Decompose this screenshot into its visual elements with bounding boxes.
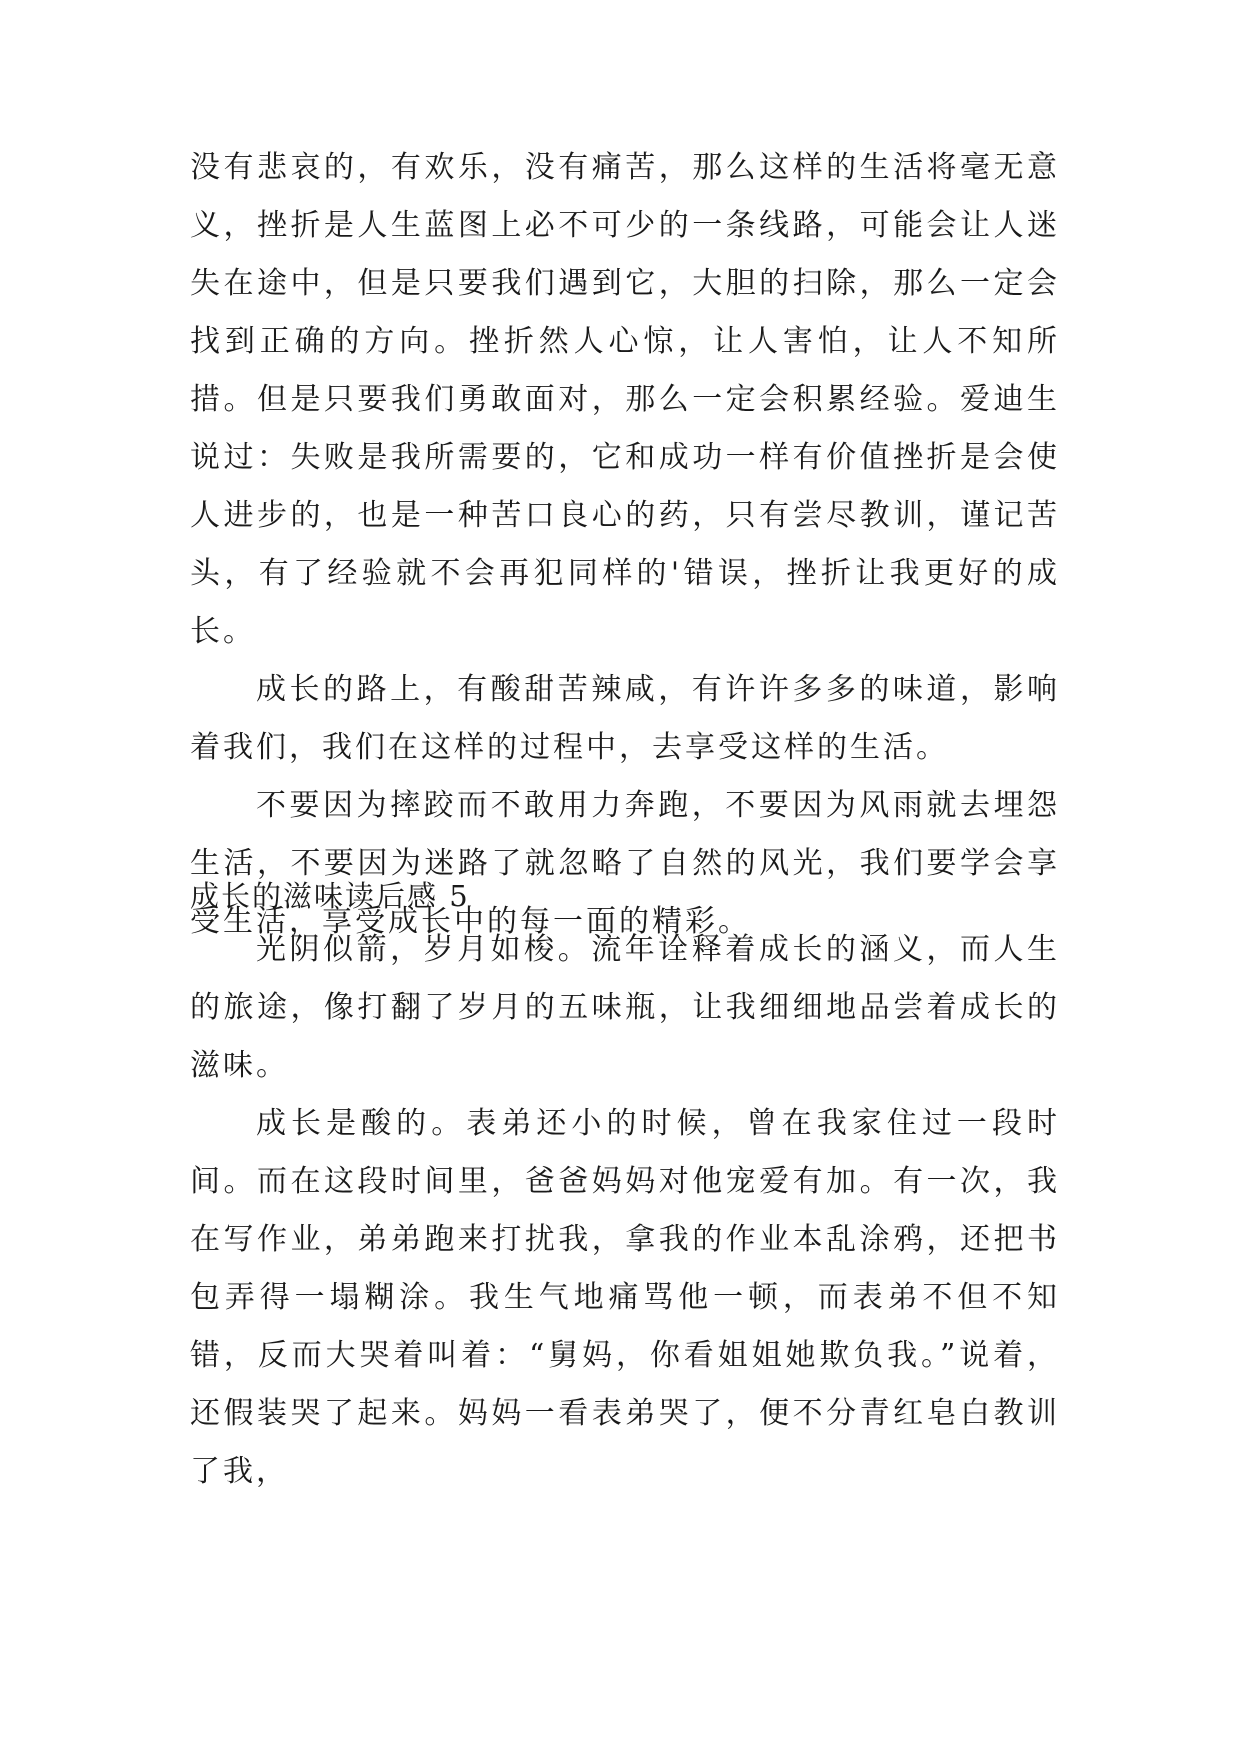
paragraph-sour: 成长是酸的。表弟还小的时候，曾在我家住过一段时间。而在这段时间里，爸爸妈妈对他宠爱有加。有一次，我在写作业，弟弟跑来打扰我，拿我的作业本乱涂鸦，还把书包弄得一塌糊涂。我生气地痛骂他一顿，而表弟不但不知错，反而大哭着叫着：“舅妈，你看姐姐她欺负我。”说着，还假装哭了起来。妈妈一看表弟哭了，便不分青红皂白教训了我，: [190, 1106, 1060, 1489]
section-b-body: [190, 921, 1060, 1501]
section-title: 成长的滋味读后感 5: [190, 879, 470, 913]
paragraph-flavors: 成长的路上，有酸甜苦辣咸，有许许多多的味道，影响着我们，我们在这样的过程中，去享受这样的生活。: [190, 672, 1060, 765]
paragraph-enjoy-life: 不要因为摔跤而不敢用力奔跑，不要因为风雨就去埋怨生活，不要因为迷路了就忽略了自然的风光，我们要学会享受生活，享受成长中的每一面的精彩。: [190, 788, 1060, 939]
section-a-body: [190, 139, 1060, 951]
continued-paragraph: 没有悲哀的，有欢乐，没有痛苦，那么这样的生活将毫无意义，挫折是人生蓝图上必不可少的一条线路，可能会让人迷失在途中，但是只要我们遇到它，大胆的扫除，那么一定会找到正确的方向。挫折然人心惊，让人害怕，让人不知所措。但是只要我们勇敢面对，那么一定会积累经验。爱迪生说过：失败是我所需要的，它和成功一样有价值挫折是会使人进步的，也是一种苦口良心的药，只有尝尽教训，谨记苦头，有了经验就不会再犯同样的'错误，挫折让我更好的成长。: [190, 150, 1060, 649]
paragraph-intro: 光阴似箭，岁月如梭。流年诠释着成长的涵义，而人生的旅途，像打翻了岁月的五味瓶，让我细细地品尝着成长的滋味。: [190, 932, 1060, 1083]
